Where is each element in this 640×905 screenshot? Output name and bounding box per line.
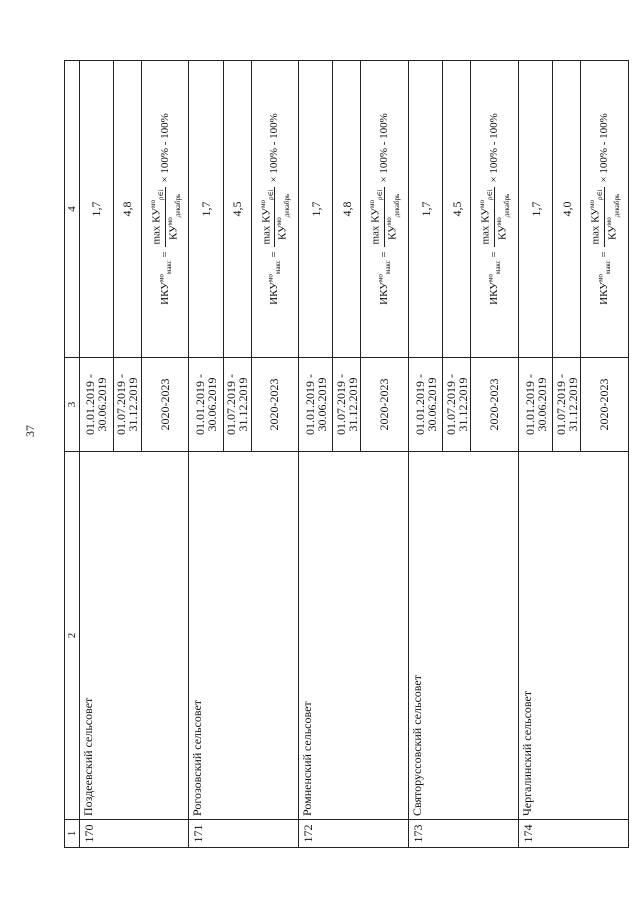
header-col-1: 1 bbox=[65, 820, 80, 848]
formula-lhs-sub: макс bbox=[494, 260, 503, 275]
period-cell: 01.07.2019 - 31.12.2019 bbox=[333, 358, 361, 452]
row-number: 170 bbox=[79, 820, 189, 848]
formula-cell bbox=[471, 61, 519, 358]
formula-den-text: КУ bbox=[386, 225, 399, 241]
formula-tail: × 100% - 100% bbox=[378, 113, 391, 183]
formula-numerator bbox=[368, 187, 385, 246]
table-row bbox=[299, 61, 333, 848]
period-cell: 01.01.2019 - 30.06.2019 bbox=[189, 358, 223, 452]
settlement-name: Святоруссовский сельсовет bbox=[409, 452, 519, 820]
value-cell: 1,7 bbox=[189, 61, 223, 358]
formula-num-sup: мо bbox=[588, 199, 597, 208]
value-cell: 4,8 bbox=[113, 61, 141, 358]
header-col-4: 4 bbox=[65, 61, 80, 358]
formula-fraction bbox=[259, 187, 292, 246]
formula-lhs-sub: макс bbox=[384, 260, 393, 275]
formula-den-text: КУ bbox=[167, 225, 180, 241]
value-cell: 1,7 bbox=[299, 61, 333, 358]
formula-num-sub: ρ∈i bbox=[486, 189, 495, 200]
formula-num-sup: мо bbox=[478, 199, 487, 208]
value-cell: 4,5 bbox=[223, 61, 251, 358]
row-number: 172 bbox=[299, 820, 409, 848]
formula-denominator bbox=[166, 187, 182, 246]
formula-denominator bbox=[275, 187, 291, 246]
period-cell: 01.07.2019 - 31.12.2019 bbox=[113, 358, 141, 452]
formula-denominator bbox=[605, 187, 621, 246]
value-cell: 4,5 bbox=[443, 61, 471, 358]
formula-numerator bbox=[259, 187, 276, 246]
formula-lhs-sup: мо bbox=[376, 274, 385, 282]
period-cell: 2020-2023 bbox=[471, 358, 519, 452]
period-cell: 2020-2023 bbox=[361, 358, 409, 452]
formula-num-text: max КУ bbox=[479, 207, 492, 245]
formula-den-text: КУ bbox=[496, 225, 509, 241]
formula-tail: × 100% - 100% bbox=[488, 113, 501, 183]
formula-num-text: max КУ bbox=[370, 207, 383, 245]
formula-denominator bbox=[495, 187, 511, 246]
formula-num-sup: мо bbox=[148, 199, 157, 208]
formula bbox=[258, 113, 292, 305]
formula-den-sub: декабрь bbox=[612, 193, 621, 218]
value-cell: 1,7 bbox=[79, 61, 113, 358]
table-row bbox=[189, 61, 223, 848]
period-cell: 01.01.2019 - 30.06.2019 bbox=[519, 358, 553, 452]
header-col-3: 3 bbox=[65, 358, 80, 452]
formula-numerator bbox=[149, 187, 166, 246]
formula-num-sup: мо bbox=[368, 199, 377, 208]
formula-cell bbox=[141, 61, 189, 358]
formula-lhs-sub: макс bbox=[604, 260, 613, 275]
formula-den-sup: мо bbox=[605, 217, 614, 226]
formula bbox=[478, 113, 511, 305]
formula-den-sub: декабрь bbox=[503, 193, 511, 218]
formula-lhs-sup: мо bbox=[266, 274, 275, 282]
formula-den-sub: декабрь bbox=[283, 193, 292, 218]
formula-lhs-sup: мо bbox=[156, 274, 165, 282]
formula-den-text: КУ bbox=[277, 225, 290, 241]
header-row bbox=[65, 61, 80, 848]
formula-lhs-sub: макс bbox=[274, 260, 283, 275]
formula-num-text: max КУ bbox=[150, 207, 163, 245]
settlement-name: Рогозовский сельсовет bbox=[189, 452, 299, 820]
formula-lhs: ИКУ bbox=[488, 282, 501, 305]
page-number: 37 bbox=[23, 425, 37, 437]
formula-den-text: КУ bbox=[606, 225, 619, 241]
formula-lhs-sub: макс bbox=[164, 260, 173, 275]
row-number: 171 bbox=[189, 820, 299, 848]
formula-numerator bbox=[478, 187, 495, 246]
period-cell: 01.01.2019 - 30.06.2019 bbox=[299, 358, 333, 452]
header-col-2: 2 bbox=[65, 452, 80, 820]
rotated-table-wrapper bbox=[64, 60, 629, 848]
formula-cell bbox=[581, 61, 629, 358]
formula-num-sub: ρ∈i bbox=[156, 189, 165, 200]
formula-fraction bbox=[368, 187, 401, 246]
formula-num-sub: ρ∈i bbox=[266, 189, 275, 200]
formula-eq: = bbox=[378, 251, 391, 258]
formula-eq: = bbox=[488, 251, 501, 258]
formula-num-text: max КУ bbox=[260, 207, 273, 245]
period-cell: 2020-2023 bbox=[581, 358, 629, 452]
formula-lhs: ИКУ bbox=[268, 282, 281, 305]
formula-lhs: ИКУ bbox=[378, 282, 391, 305]
formula-lhs: ИКУ bbox=[598, 282, 611, 305]
row-number: 174 bbox=[519, 820, 629, 848]
formula-eq: = bbox=[268, 251, 281, 258]
period-cell: 01.07.2019 - 31.12.2019 bbox=[553, 358, 581, 452]
formula-fraction bbox=[149, 187, 182, 246]
formula-num-text: max КУ bbox=[589, 207, 602, 245]
formula-num-sub: ρ∈i bbox=[376, 189, 385, 200]
formula bbox=[368, 113, 402, 305]
tariff-table bbox=[64, 60, 629, 848]
formula bbox=[588, 113, 621, 305]
formula-den-sup: мо bbox=[275, 217, 284, 226]
period-cell: 2020-2023 bbox=[141, 358, 189, 452]
formula-den-sup: мо bbox=[165, 217, 174, 226]
period-cell: 2020-2023 bbox=[251, 358, 299, 452]
formula-fraction bbox=[588, 187, 621, 246]
formula-den-sup: мо bbox=[385, 217, 394, 226]
formula-cell bbox=[251, 61, 299, 358]
formula-tail: × 100% - 100% bbox=[598, 113, 611, 183]
formula-denominator bbox=[385, 187, 401, 246]
table-row bbox=[409, 61, 443, 848]
formula-tail: × 100% - 100% bbox=[268, 113, 281, 183]
formula-fraction bbox=[478, 187, 511, 246]
formula-lhs-sup: мо bbox=[486, 274, 495, 282]
value-cell: 1,7 bbox=[519, 61, 553, 358]
formula-den-sub: декабрь bbox=[173, 193, 182, 218]
period-cell: 01.07.2019 - 31.12.2019 bbox=[223, 358, 251, 452]
period-cell: 01.07.2019 - 31.12.2019 bbox=[443, 358, 471, 452]
formula-numerator bbox=[588, 187, 605, 246]
period-cell: 01.01.2019 - 30.06.2019 bbox=[409, 358, 443, 452]
formula-num-sub: ρ∈i bbox=[596, 189, 605, 200]
table-row bbox=[79, 61, 113, 848]
formula-num-sup: мо bbox=[258, 199, 267, 208]
formula-den-sub: декабрь bbox=[393, 193, 402, 218]
table-row bbox=[519, 61, 553, 848]
value-cell: 4,8 bbox=[333, 61, 361, 358]
settlement-name: Ромненский сельсовет bbox=[299, 452, 409, 820]
formula-den-sup: мо bbox=[495, 217, 504, 226]
value-cell: 4,0 bbox=[553, 61, 581, 358]
row-number: 173 bbox=[409, 820, 519, 848]
period-cell: 01.01.2019 - 30.06.2019 bbox=[79, 358, 113, 452]
settlement-name: Чергалинский сельсовет bbox=[519, 452, 629, 820]
formula bbox=[148, 113, 182, 305]
formula-lhs: ИКУ bbox=[158, 282, 171, 305]
value-cell: 1,7 bbox=[409, 61, 443, 358]
settlement-name: Поздеевский сельсовет bbox=[79, 452, 189, 820]
formula-eq: = bbox=[158, 251, 171, 258]
formula-tail: × 100% - 100% bbox=[158, 113, 171, 183]
formula-eq: = bbox=[598, 251, 611, 258]
formula-lhs-sup: мо bbox=[596, 274, 605, 282]
formula-cell bbox=[361, 61, 409, 358]
